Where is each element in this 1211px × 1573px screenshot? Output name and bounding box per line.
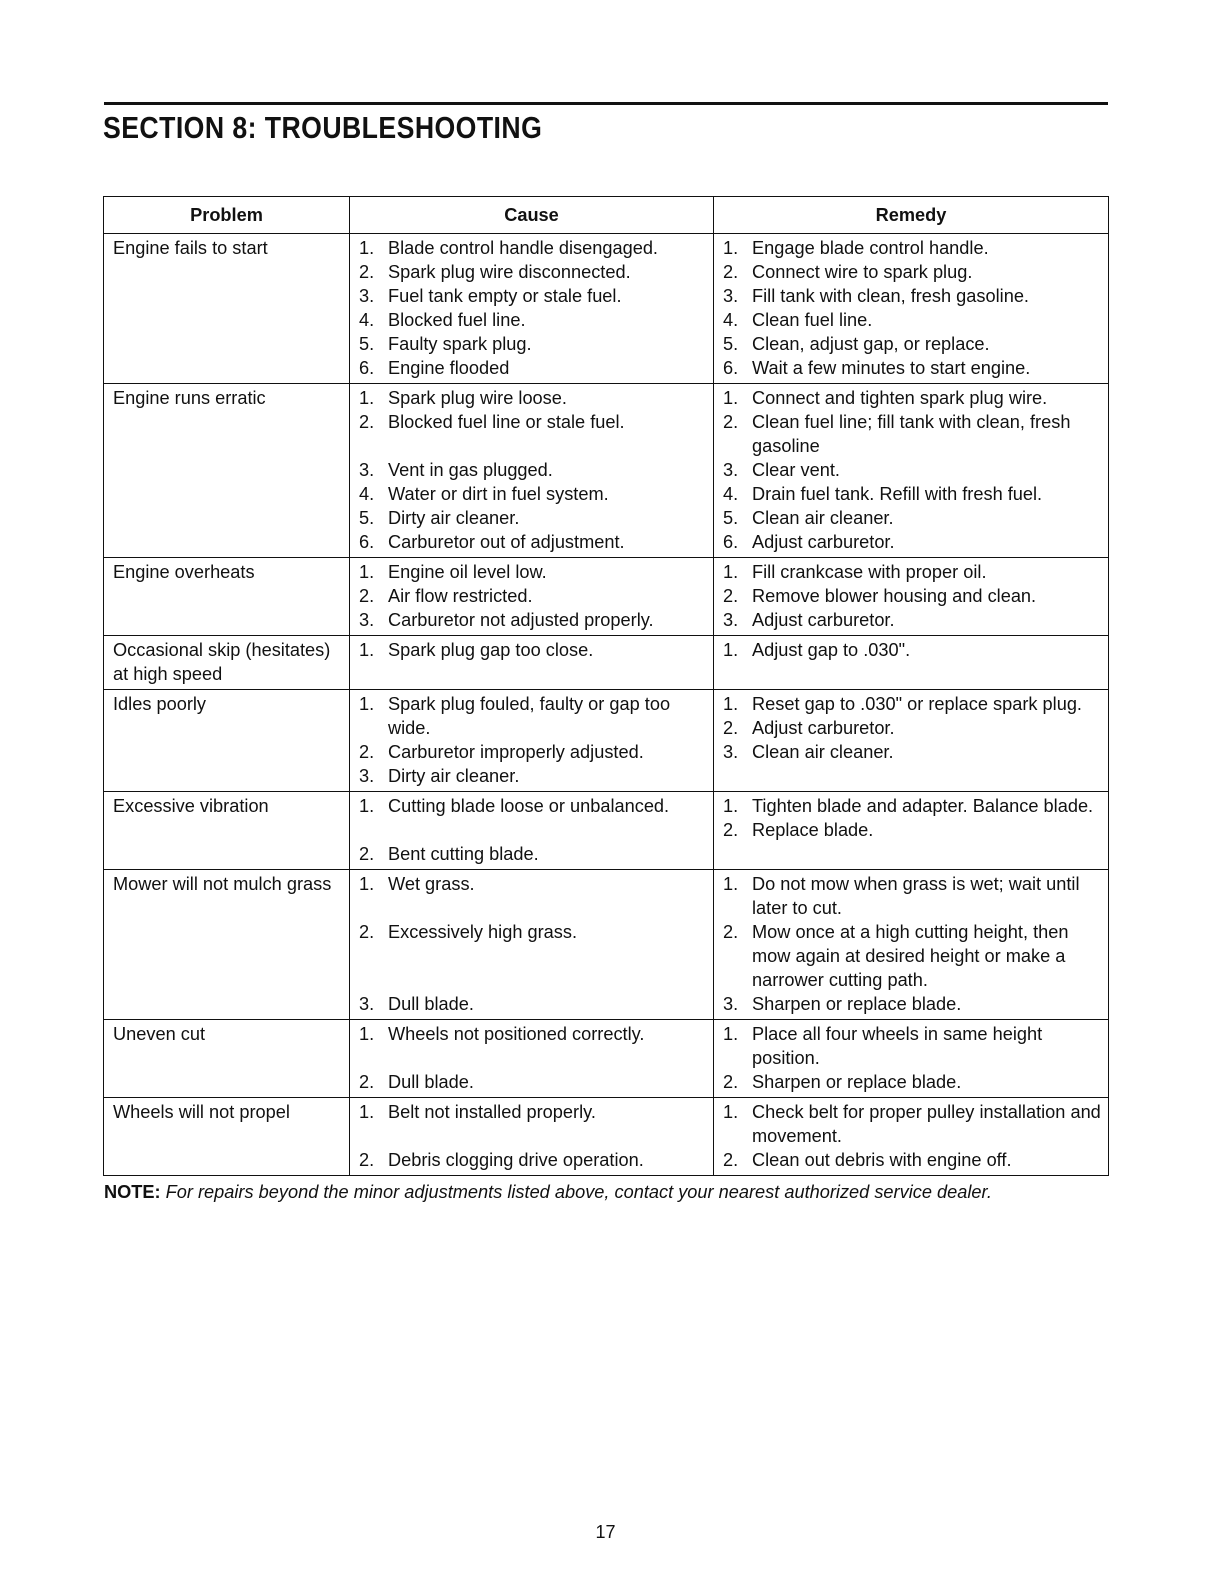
- table-header-row: [104, 197, 1109, 234]
- table-row: [104, 870, 1109, 1020]
- remedy-item: [714, 1148, 1108, 1172]
- item-number: 2.: [723, 820, 739, 840]
- remedy-item: [714, 794, 1108, 818]
- item-number: 1.: [359, 562, 375, 582]
- remedy-item: [714, 410, 1108, 458]
- remedy-item: [714, 458, 1108, 482]
- cause-item: [350, 332, 713, 356]
- remedy-item: [714, 920, 1108, 992]
- problem-cell: Idles poorly: [104, 690, 350, 792]
- cause-item: [350, 638, 713, 662]
- problem-cell: Uneven cut: [104, 1020, 350, 1098]
- remedy-item: [714, 560, 1108, 584]
- item-text: Debris clogging drive operation.: [388, 1150, 644, 1170]
- cause-cell: [350, 870, 714, 1020]
- item-text: Replace blade.: [752, 820, 874, 840]
- item-number: 3.: [359, 994, 375, 1014]
- item-number: 3.: [359, 766, 375, 786]
- item-text: Adjust carburetor.: [752, 610, 895, 630]
- cause-item: [350, 506, 713, 530]
- item-text: Engage blade control handle.: [752, 238, 989, 258]
- item-number: 1.: [359, 388, 375, 408]
- item-number: 6.: [723, 358, 739, 378]
- item-number: 2.: [359, 262, 375, 282]
- item-number: 6.: [359, 358, 375, 378]
- cause-item: [350, 692, 713, 740]
- table-row: [104, 1020, 1109, 1098]
- cause-item: [350, 608, 713, 632]
- item-text: Tighten blade and adapter. Balance blade.: [752, 796, 1094, 816]
- item-number: 1.: [359, 1102, 375, 1122]
- problem-cell: Engine fails to start: [104, 234, 350, 384]
- remedy-item: [714, 236, 1108, 260]
- cause-cell: [350, 792, 714, 870]
- item-number: 1.: [723, 1024, 739, 1044]
- remedy-item: [714, 692, 1108, 716]
- item-number: 2.: [723, 1150, 739, 1170]
- item-number: 2.: [359, 922, 375, 942]
- item-number: 4.: [359, 310, 375, 330]
- item-text: Blade control handle disengaged.: [388, 238, 658, 258]
- table-row: [104, 636, 1109, 690]
- item-number: 3.: [723, 742, 739, 762]
- item-number: 1.: [359, 640, 375, 660]
- cause-item: [350, 560, 713, 584]
- item-text: Clean air cleaner.: [752, 742, 894, 762]
- cause-item: [350, 308, 713, 332]
- page-number: 17: [595, 1522, 616, 1542]
- remedy-cell: [714, 870, 1109, 1020]
- item-number: 3.: [723, 286, 739, 306]
- note: [104, 1182, 992, 1203]
- item-text: Engine flooded: [388, 358, 510, 378]
- item-text: Spark plug fouled, faulty or gap too wide.: [388, 694, 671, 738]
- cause-item: [350, 1148, 713, 1172]
- remedy-cell: [714, 1098, 1109, 1176]
- item-text: Adjust carburetor.: [752, 718, 895, 738]
- item-text: Dirty air cleaner.: [388, 766, 520, 786]
- remedy-cell: [714, 558, 1109, 636]
- item-number: 2.: [359, 586, 375, 606]
- cause-item: [350, 386, 713, 410]
- cause-item: [350, 236, 713, 260]
- cause-item: [350, 1100, 713, 1148]
- remedy-item: [714, 356, 1108, 380]
- cause-cell: [350, 636, 714, 690]
- page-title: SECTION 8: TROUBLESHOOTING: [103, 110, 543, 145]
- cause-item: [350, 284, 713, 308]
- item-text: Dull blade.: [388, 994, 474, 1014]
- remedy-cell: [714, 792, 1109, 870]
- problem-cell: Wheels will not propel: [104, 1098, 350, 1176]
- cause-item: [350, 260, 713, 284]
- item-text: Clear vent.: [752, 460, 840, 480]
- item-text: Clean out debris with engine off.: [752, 1150, 1012, 1170]
- item-number: 3.: [723, 610, 739, 630]
- item-number: 1.: [723, 238, 739, 258]
- cause-cell: [350, 384, 714, 558]
- cause-item: [350, 482, 713, 506]
- item-number: 1.: [359, 1024, 375, 1044]
- remedy-item: [714, 506, 1108, 530]
- item-number: 2.: [723, 586, 739, 606]
- item-number: 1.: [723, 388, 739, 408]
- remedy-item: [714, 530, 1108, 554]
- item-number: 5.: [723, 334, 739, 354]
- remedy-item: [714, 992, 1108, 1016]
- item-text: Fuel tank empty or stale fuel.: [388, 286, 622, 306]
- remedy-item: [714, 1022, 1108, 1070]
- remedy-item: [714, 872, 1108, 920]
- table-row: [104, 234, 1109, 384]
- item-text: Adjust carburetor.: [752, 532, 895, 552]
- table-row: [104, 1098, 1109, 1176]
- item-text: Clean air cleaner.: [752, 508, 894, 528]
- item-text: Faulty spark plug.: [388, 334, 532, 354]
- item-text: Excessively high grass.: [388, 922, 578, 942]
- cause-cell: [350, 690, 714, 792]
- remedy-cell: [714, 690, 1109, 792]
- remedy-item: [714, 260, 1108, 284]
- cause-cell: [350, 558, 714, 636]
- remedy-item: [714, 638, 1108, 662]
- table-row: [104, 690, 1109, 792]
- header-remedy: Remedy: [714, 197, 1109, 234]
- item-number: 4.: [359, 484, 375, 504]
- item-number: 2.: [359, 742, 375, 762]
- item-text: Connect and tighten spark plug wire.: [752, 388, 1048, 408]
- item-text: Mow once at a high cutting height, then mow again at desired height or make a narrower cutting path.: [752, 922, 1069, 990]
- item-text: Dull blade.: [388, 1072, 474, 1092]
- header-problem: Problem: [104, 197, 350, 234]
- remedy-item: [714, 308, 1108, 332]
- item-number: 6.: [723, 532, 739, 552]
- item-number: 5.: [359, 334, 375, 354]
- item-number: 3.: [359, 610, 375, 630]
- item-number: 4.: [723, 484, 739, 504]
- remedy-cell: [714, 384, 1109, 558]
- item-text: Drain fuel tank. Refill with fresh fuel.: [752, 484, 1043, 504]
- cause-item: [350, 1070, 713, 1094]
- item-number: 6.: [359, 532, 375, 552]
- remedy-item: [714, 608, 1108, 632]
- header-cause: Cause: [350, 197, 714, 234]
- cause-item: [350, 992, 713, 1016]
- problem-cell: Engine runs erratic: [104, 384, 350, 558]
- problem-cell: Occasional skip (hesitates) at high speed: [104, 636, 350, 690]
- item-text: Clean fuel line; fill tank with clean, fresh gasoline: [752, 412, 1071, 456]
- remedy-item: [714, 284, 1108, 308]
- item-text: Sharpen or replace blade.: [752, 1072, 962, 1092]
- item-text: Do not mow when grass is wet; wait until later to cut.: [752, 874, 1080, 918]
- note-label: NOTE:: [104, 1182, 161, 1202]
- item-number: 1.: [723, 1102, 739, 1122]
- cause-item: [350, 920, 713, 992]
- item-text: Carburetor out of adjustment.: [388, 532, 625, 552]
- remedy-item: [714, 1070, 1108, 1094]
- remedy-item: [714, 1100, 1108, 1148]
- cause-item: [350, 584, 713, 608]
- item-number: 2.: [359, 1072, 375, 1092]
- item-number: 2.: [723, 1072, 739, 1092]
- item-number: 2.: [359, 412, 375, 432]
- remedy-item: [714, 386, 1108, 410]
- remedy-item: [714, 716, 1108, 740]
- item-number: 2.: [359, 844, 375, 864]
- item-number: 2.: [359, 1150, 375, 1170]
- cause-cell: [350, 1098, 714, 1176]
- item-number: 1.: [723, 562, 739, 582]
- note-text: For repairs beyond the minor adjustments listed above, contact your nearest authorized service dealer.: [165, 1182, 992, 1202]
- item-text: Vent in gas plugged.: [388, 460, 553, 480]
- cause-item: [350, 872, 713, 920]
- item-number: 1.: [359, 796, 375, 816]
- remedy-item: [714, 818, 1108, 842]
- remedy-cell: [714, 1020, 1109, 1098]
- table-row: [104, 384, 1109, 558]
- cause-item: [350, 794, 713, 842]
- problem-cell: Engine overheats: [104, 558, 350, 636]
- item-text: Check belt for proper pulley installation and movement.: [752, 1102, 1101, 1146]
- item-text: Wait a few minutes to start engine.: [752, 358, 1031, 378]
- item-text: Adjust gap to .030".: [752, 640, 911, 660]
- item-text: Water or dirt in fuel system.: [388, 484, 609, 504]
- item-text: Clean fuel line.: [752, 310, 873, 330]
- item-number: 2.: [723, 922, 739, 942]
- item-text: Spark plug wire disconnected.: [388, 262, 631, 282]
- troubleshooting-table: [103, 196, 1109, 1176]
- item-number: 4.: [723, 310, 739, 330]
- item-text: Belt not installed properly.: [388, 1102, 596, 1122]
- item-text: Engine oil level low.: [388, 562, 547, 582]
- table-row: [104, 792, 1109, 870]
- item-number: 1.: [359, 694, 375, 714]
- item-text: Dirty air cleaner.: [388, 508, 520, 528]
- item-text: Carburetor not adjusted properly.: [388, 610, 654, 630]
- item-text: Spark plug gap too close.: [388, 640, 594, 660]
- table-row: [104, 558, 1109, 636]
- remedy-item: [714, 740, 1108, 764]
- remedy-item: [714, 332, 1108, 356]
- item-number: 1.: [359, 874, 375, 894]
- top-rule: [104, 102, 1108, 105]
- item-text: Remove blower housing and clean.: [752, 586, 1037, 606]
- item-number: 1.: [723, 874, 739, 894]
- cause-item: [350, 530, 713, 554]
- remedy-cell: [714, 234, 1109, 384]
- remedy-cell: [714, 636, 1109, 690]
- item-text: Wheels not positioned correctly.: [388, 1024, 645, 1044]
- table-body: [104, 234, 1109, 1176]
- item-text: Bent cutting blade.: [388, 844, 539, 864]
- item-text: Clean, adjust gap, or replace.: [752, 334, 990, 354]
- item-number: 1.: [359, 238, 375, 258]
- item-text: Connect wire to spark plug.: [752, 262, 973, 282]
- item-text: Fill tank with clean, fresh gasoline.: [752, 286, 1029, 306]
- cause-cell: [350, 1020, 714, 1098]
- item-text: Place all four wheels in same height position.: [752, 1024, 1043, 1068]
- cause-item: [350, 764, 713, 788]
- item-text: Blocked fuel line or stale fuel.: [388, 412, 625, 432]
- item-text: Wet grass.: [388, 874, 475, 894]
- remedy-item: [714, 584, 1108, 608]
- item-text: Air flow restricted.: [388, 586, 533, 606]
- item-number: 2.: [723, 718, 739, 738]
- item-number: 2.: [723, 412, 739, 432]
- item-text: Sharpen or replace blade.: [752, 994, 962, 1014]
- problem-cell: Mower will not mulch grass: [104, 870, 350, 1020]
- item-text: Cutting blade loose or unbalanced.: [388, 796, 670, 816]
- cause-item: [350, 842, 713, 866]
- item-number: 1.: [723, 694, 739, 714]
- cause-item: [350, 740, 713, 764]
- item-number: 5.: [723, 508, 739, 528]
- problem-cell: Excessive vibration: [104, 792, 350, 870]
- item-text: Reset gap to .030" or replace spark plug.: [752, 694, 1082, 714]
- cause-item: [350, 1022, 713, 1070]
- item-number: 3.: [359, 460, 375, 480]
- cause-item: [350, 458, 713, 482]
- item-text: Fill crankcase with proper oil.: [752, 562, 987, 582]
- item-number: 3.: [723, 460, 739, 480]
- item-text: Carburetor improperly adjusted.: [388, 742, 644, 762]
- remedy-item: [714, 482, 1108, 506]
- item-number: 1.: [723, 640, 739, 660]
- item-number: 5.: [359, 508, 375, 528]
- cause-item: [350, 410, 713, 458]
- cause-item: [350, 356, 713, 380]
- item-number: 1.: [723, 796, 739, 816]
- item-number: 3.: [359, 286, 375, 306]
- item-number: 3.: [723, 994, 739, 1014]
- item-text: Blocked fuel line.: [388, 310, 526, 330]
- item-text: Spark plug wire loose.: [388, 388, 567, 408]
- item-number: 2.: [723, 262, 739, 282]
- cause-cell: [350, 234, 714, 384]
